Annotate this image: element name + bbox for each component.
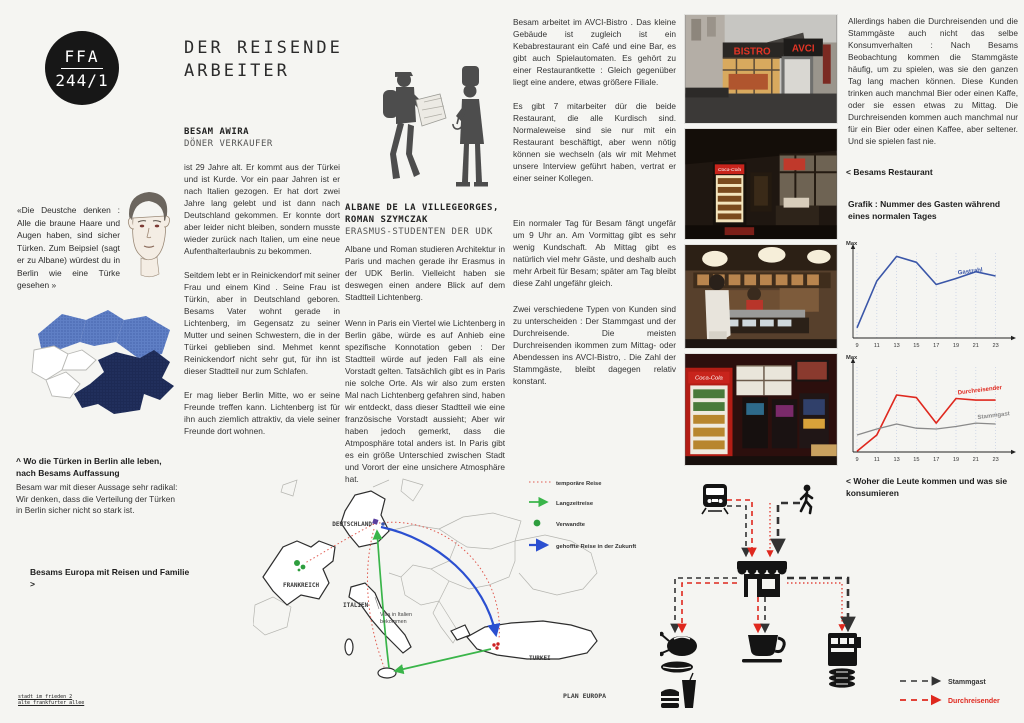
svg-text:15: 15 [913,457,920,463]
svg-text:Gastzahl: Gastzahl [957,267,984,277]
page-title: DER REISENDE ARBEITER [184,38,343,81]
consum-diagram-caption: < Woher die Leute kommen und was sie konsumieren [846,476,1008,498]
grafik-caption: Grafik : Nummer des Gasten während eines normalen Tages [848,199,1001,221]
svg-text:Max: Max [846,241,858,247]
svg-text:Stammgast: Stammgast [948,679,986,686]
kiosk-icon [737,561,787,597]
avci-bistro-text: Besam arbeitet im AVCI-Bistro . Das kleine Gebäude ist zugleich ist ein Kebabrestaurant ein Café und eine Bar, es gibt auch Spielautomaten. Es gehört zu einer Restaurantkette : Gleich gegenüber liegt eine andere, etwas größere Filiale. Es gibt 7 mitarbeiter dür die beide Restaurant, die alle Kurdisch sind. Normaleweise sind sie nur mit ein Restaurant beschäftigt, aber wenn nötig können sie wechseln (als wir mit Mehmet unsere Interview geführt haben, vertrat er einer seiner Kollegen. Ein normaler Tag für Besam fängt ungefär um 9 Uhr an. Am Vormittag gibt es sehr wenig Kundschaft. Ab Mittag gibt es natürlich viel mehr Gäste, und deshalb auch mehr Arbeit für Besam; später am Tag bleibt diese Zahl ungefähr gleich. Zwei verschiedene Typen von Kunden sind zu unterscheiden : Der Stammgast und der Durchreisende. Die meisten Durchreisenden ikommen zum Mittag- oder Abendessen ins AVCI-Bistro, . Die Zahl der Stammgäste, bleibt dagegen relativ konstant. [513,17,676,386]
badge-line1: FFA [61,47,104,69]
france-shape [263,541,335,605]
photo-avci-storefront [684,14,838,124]
train-icon [702,484,728,514]
svg-text:bekommen: bekommen [380,619,407,625]
svg-text:9: 9 [855,457,859,463]
consumption-text: Allerdings haben die Durchreisenden und die Stammgäste auch nicht das selbe Konsumverhalten : Nach Besams Beobachtung kommen die Stammgäste häufig, um zu spielen, was sie den ganzen Tag lang machen können. Diese Kunden trinken auch manchmal Bier oder einen Kaffe, oder sie essen etwas zu Mittag. Die Durchreisenden kommen auch manchmal nur für ein Bier oder einen Kaffee, aber seltener. Und sie spielen fast nie. [848,16,1018,146]
long-trip-italy-berlin [377,531,389,668]
photo-counter-customers [684,244,838,349]
pedestrian-icon [801,485,812,513]
svg-text:13: 13 [893,343,900,349]
students-text: Albane und Roman studieren Architektur in Paris und machen gerade ihr Erasmus in der UDK Berlin. Vielleicht haben sie deswegen einen andere Blick auf dem Stadtteil Lichtenberg. Wenn in Paris ein Viertel wie Lichtenberg in Berlin gäbe, würde es auf Anhieb eine spezifische Konnotation geben : Der Stadtteil würde auf jeden Fall als eine Vorstadt gelten. Tatsächlich gibt es in Paris nie solche Orte. Als wir also zum ersten Mal nach Lichtenberg gefahren sind, haben wir entdeckt, dass dieser Stadtteil wie eine französische Vorstadt aussieht; Aber wir haben jedoch gemerkt, dass die Atmposphäre total anders ist. In Paris gibt es ein größe Unterschied zwischen Stadt und Vorort der eine unsichere Atmosphäre hat. [345,244,505,484]
burger-and-drink-icon [661,673,696,708]
sardinia-shape [345,639,353,655]
label-turkei: TURKEI [529,655,551,662]
person-name: BESAM AWIRA [184,127,250,137]
flow-legend [900,679,1000,705]
project-footer: stadt im frieden 2 alte frankfurter allee [18,694,85,706]
svg-text:19: 19 [952,343,960,349]
label-frankreich: FRANKREICH [283,582,320,589]
backpacker-icon [383,72,446,179]
badge-line2: 244/1 [55,70,109,90]
map-legend [529,481,636,550]
svg-text:17: 17 [933,343,940,349]
tourist-and-chef-silhouettes [364,60,504,202]
sandwich-icon [661,662,693,673]
coffee-cup-icon [742,635,784,663]
avci-sign: AVCI [791,43,815,55]
cola-fridge-brand: Coca-Cola [717,168,742,174]
customer-flow-diagram [660,475,1024,720]
svg-text:temporäre Reise: temporäre Reise [556,481,602,487]
europe-travel-map [253,477,643,720]
svg-text:15: 15 [913,343,920,349]
label-deutschland: DEUTSCHLAND [332,521,372,528]
legend-relatives-dot-icon [534,520,541,527]
berlin-map-caption: ^ Wo die Türken in Berlin alle leben, nach Besams Auffassung Besam war mit dieser Aussage sehr radikal: Wir denken, dass die Verteilung der Türken in Berlin sicher nicht so stark ist. [16,456,181,517]
person-role: DÖNER VERKAUFER [184,139,273,149]
students-header: ALBANE DE LA VILLEGEORGES, ROMAN SZYMCZAK ERASMUS-STUDENTEN DER UDK [345,203,499,237]
berlin-map-caption-body: Besam war mit dieser Aussage sehr radikal: Wir denken, dass die Verteilung der Türken in Berlin sicher nicht so stark ist. [16,482,178,515]
ffa-issue-badge [45,31,119,105]
svg-text:Stammgast: Stammgast [977,411,1011,422]
photo-drinks-and-slot-machines [684,353,838,466]
svg-text:Max: Max [846,355,858,361]
caret-up-icon: ^ [16,456,21,466]
label-plan-europa: PLAN EUROPA [563,692,607,700]
label-italien: ITALIEN [343,602,369,609]
svg-text:Visa in Italien: Visa in Italien [380,612,412,618]
chef-icon [453,66,488,187]
svg-text:Langzeitreise: Langzeitreise [556,501,594,507]
roast-chicken-icon [660,632,697,656]
besam-bio-text: ist 29 Jahre alt. Er kommt aus der Türkei und ist Kurde. Vor ein paar Jahren ist er nach Italien gezogen. Er hat dort zwei Jahre lang gelebt und ist dann nach Deutschland gekommen. Er konnte dort aber leider nicht bleiben, sondern musste wieder zurück nach Italien, um eine neue Aufenthalterlaubnis zu bekommen. Seitdem lebt er in Reinickendorf mit seiner Frau und einem Kind . Seine Frau ist Türkin, aber in Deutschland geboren. Besams Vater wohnt gerade in Lichtenberg, im Gegensatz zu seiner Mutter und seinen Schwestern, die in der Türkei geblieben sind. Mehmet kennt Reinickendorf nicht sehr gut, für ihn ist dieser Stadtteil nur zum Schlafen. Er mag lieber Berlin Mitte, wo er seine Freunde treffen kann. Lichtenberg ist für ihn auch ziemlich attraktiv, da viele seiner Freunde dort wohnen. [184,162,340,436]
berlin-districts-map [10,300,180,432]
bistro-sign: BISTRO [733,46,771,58]
svg-text:gehoffte Reise in der Zukunft: gehoffte Reise in der Zukunft [556,544,637,550]
svg-text:11: 11 [873,457,880,463]
sicily-shape [378,668,396,678]
slot-machine-icon [828,633,861,666]
svg-text:Durchreisender: Durchreisender [948,698,1000,705]
turkey-shape [467,621,597,659]
person-besam-header [184,126,273,150]
svg-text:19: 19 [952,457,960,463]
cola-fridge-brand-2: Coca-Cola [695,375,723,382]
svg-text:Verwandte: Verwandte [556,522,585,528]
svg-text:13: 13 [893,457,900,463]
svg-text:9: 9 [855,343,859,349]
photo-bistro-interior-fridge [684,128,838,240]
svg-text:23: 23 [992,457,999,463]
besam-quote: «Die Deustche denken : Alle die braune Haare und Augen haben, sind sicher Türken. Zum Beipsiel (sagt er zu Albane) würdest du in Berlin wie eine Türke gesehen » [17,205,120,290]
svg-text:23: 23 [992,343,999,349]
long-trip-turkey-italy [395,649,491,671]
svg-text:17: 17 [933,457,940,463]
customer-types-chart [846,351,1024,469]
portrait-sketch [119,188,177,280]
svg-text:Durchreisender: Durchreisender [957,385,1003,397]
coins-icon [829,668,855,687]
italy-shape [349,583,411,653]
svg-text:21: 21 [972,457,979,463]
svg-text:11: 11 [873,343,880,349]
germany-shape [341,491,389,547]
guest-count-chart [846,237,1024,355]
svg-text:21: 21 [972,343,979,349]
besams-restaurant-reference: < Besams Restaurant [846,167,933,177]
europa-map-reference: Besams Europa mit Reisen und Familie > [30,567,190,589]
